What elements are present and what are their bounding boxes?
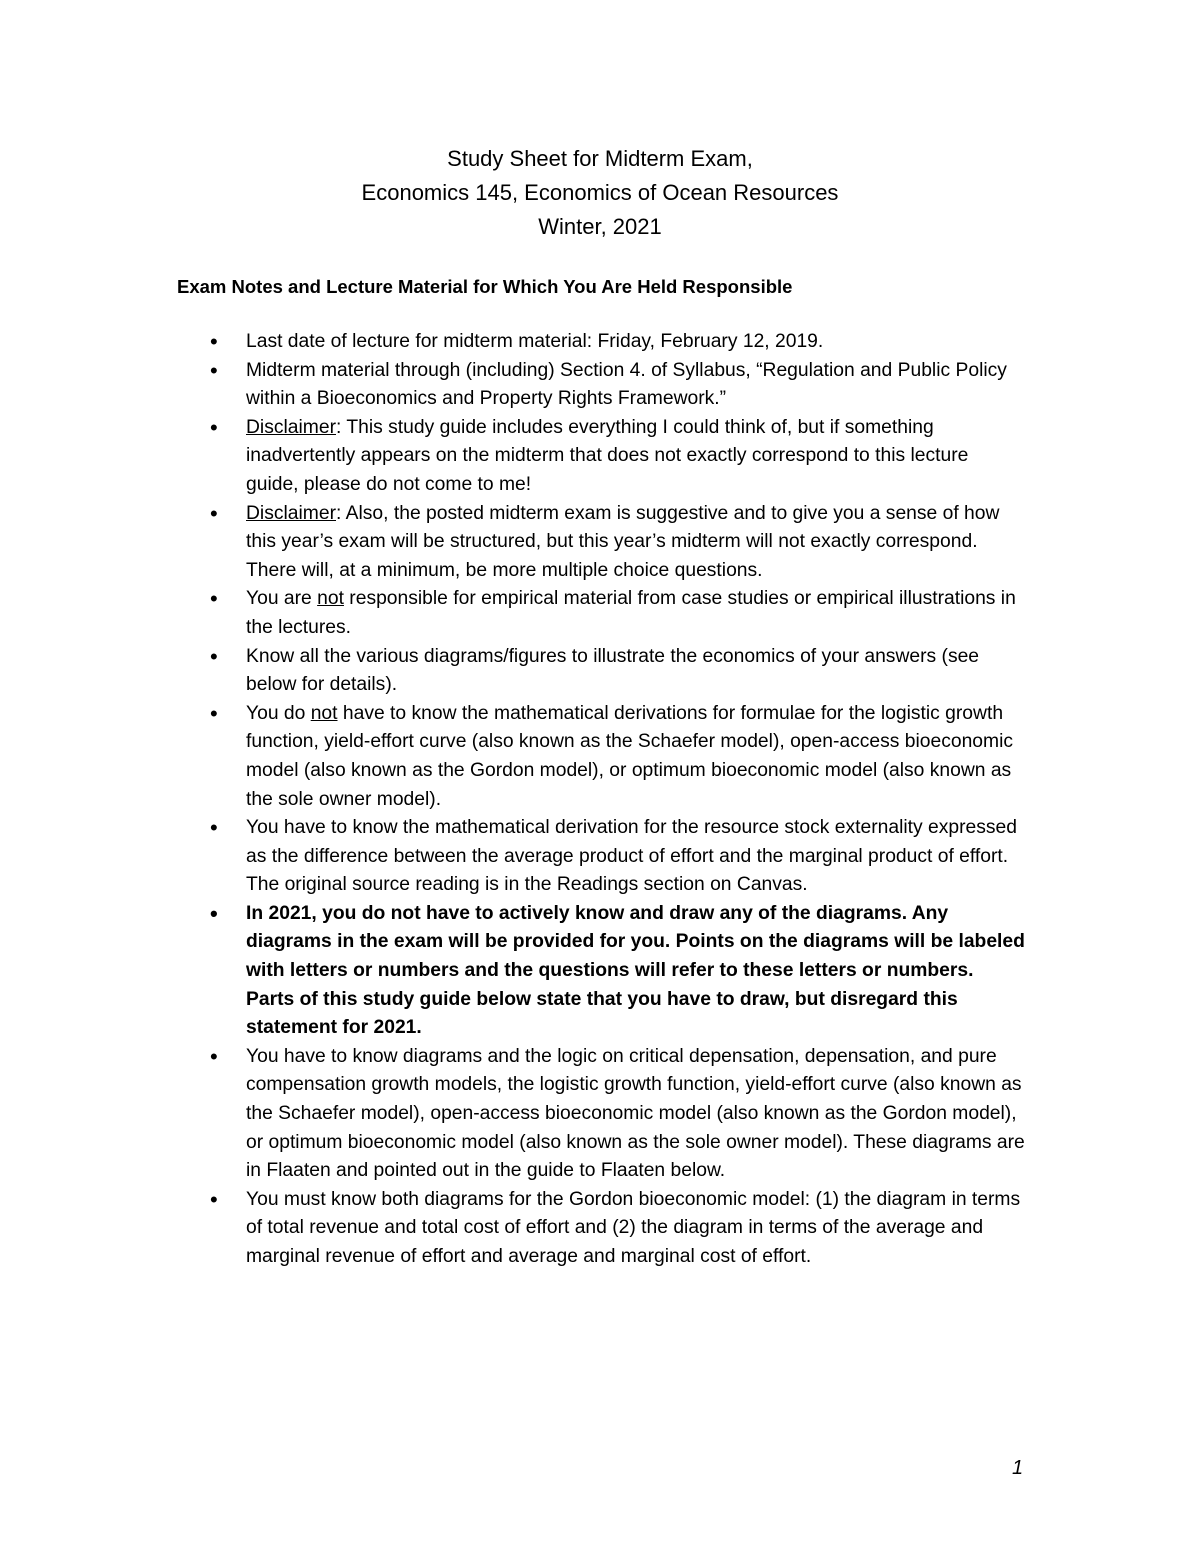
bullet-text: You are <box>246 588 318 610</box>
bullet-item <box>0 500 1026 586</box>
bullet-text: You have to know diagrams and the logic on critical depensation, depensation, and pure compensation growth models, the logistic growth function, yield-effort curve (also known as the Schaefer model), open-access bioeconomic model (also known as the Gordon model), or optimum bioeconomic model (also known as the sole owner model). These diagrams are in Flaaten and pointed out in the guide to Flaaten below. <box>246 1045 1025 1182</box>
bullet-text: You have to know the mathematical derivation for the resource stock externality expressed as the difference between the average product of effort and the marginal product of effort. The original source reading is in the Readings section on Canvas. <box>246 817 1017 896</box>
bullet-item <box>0 585 1026 642</box>
bullet-item <box>0 328 1026 357</box>
bullet-text: You must know both diagrams for the Gordon bioeconomic model: (1) the diagram in terms of total revenue and total cost of effort and (2) the diagram in terms of the average and marginal revenue of effort and average and marginal cost of effort. <box>246 1188 1021 1267</box>
bullet-item <box>0 814 1026 900</box>
disclaimer-label: Disclaimer <box>246 416 336 438</box>
bullet-item <box>0 643 1026 700</box>
bullet-item <box>0 1043 1026 1186</box>
bullet-item <box>0 414 1026 500</box>
bullet-text: have to know the mathematical derivations for formulae for the logistic growth function, yield-effort curve (also known as the Schaefer model), open-access bioeconomic model (also known as the Gordon model), or optimum bioeconomic model (also known as the sole owner model). <box>246 702 1014 810</box>
title-line-1: Study Sheet for Midterm Exam, <box>447 146 753 171</box>
emphasis-not: not <box>310 702 338 724</box>
bullet-text: In 2021, you do not have to actively know and draw any of the diagrams. Any diagrams in the exam will be provided for you. Points on the diagrams will be labeled with letters or numbers and the questions will refer to these letters or numbers. Parts of this study guide below state that you have to draw, but disregard this statement for 2021. <box>246 902 1025 1039</box>
bullet-text: Know all the various diagrams/figures to illustrate the economics of your answers (see below for details). <box>246 645 980 696</box>
bullet-text: Last date of lecture for midterm material: Friday, February 12, 2019. <box>246 331 824 352</box>
bullet-item <box>0 357 1026 414</box>
bullet-item <box>0 700 1026 814</box>
bullet-text: : Also, the posted midterm exam is suggestive and to give you a sense of how this year’s exam will be structured, but this year’s midterm will not exactly correspond. There will, at a minimum, be more multiple choice questions. <box>246 502 1000 581</box>
title-line-2: Economics 145, Economics of Ocean Resources <box>361 180 839 205</box>
bullet-text: responsible for empirical material from case studies or empirical illustrations in the lectures. <box>246 588 1016 638</box>
disclaimer-label: Disclaimer <box>246 502 336 524</box>
bullet-item <box>0 1186 1026 1272</box>
bullet-item-2021-note <box>0 900 1026 1043</box>
page-number: 1 <box>1012 1457 1024 1479</box>
bullet-text: Midterm material through (including) Section 4. of Syllabus, “Regulation and Public Policy within a Bioeconomics and Property Rights Framework.” <box>246 359 1007 410</box>
bullet-text: You do <box>246 702 311 724</box>
title-line-3: Winter, 2021 <box>538 214 662 239</box>
bullet-text: : This study guide includes everything I could think of, but if something inadvertently appears on the midterm that does not exactly correspond to this lecture guide, please do not come to me! <box>246 416 969 495</box>
bullet-list <box>0 328 1200 1272</box>
section-heading: Exam Notes and Lecture Material for Which You Are Held Responsible <box>177 276 793 297</box>
emphasis-not: not <box>317 588 344 610</box>
document-title <box>0 142 1200 244</box>
